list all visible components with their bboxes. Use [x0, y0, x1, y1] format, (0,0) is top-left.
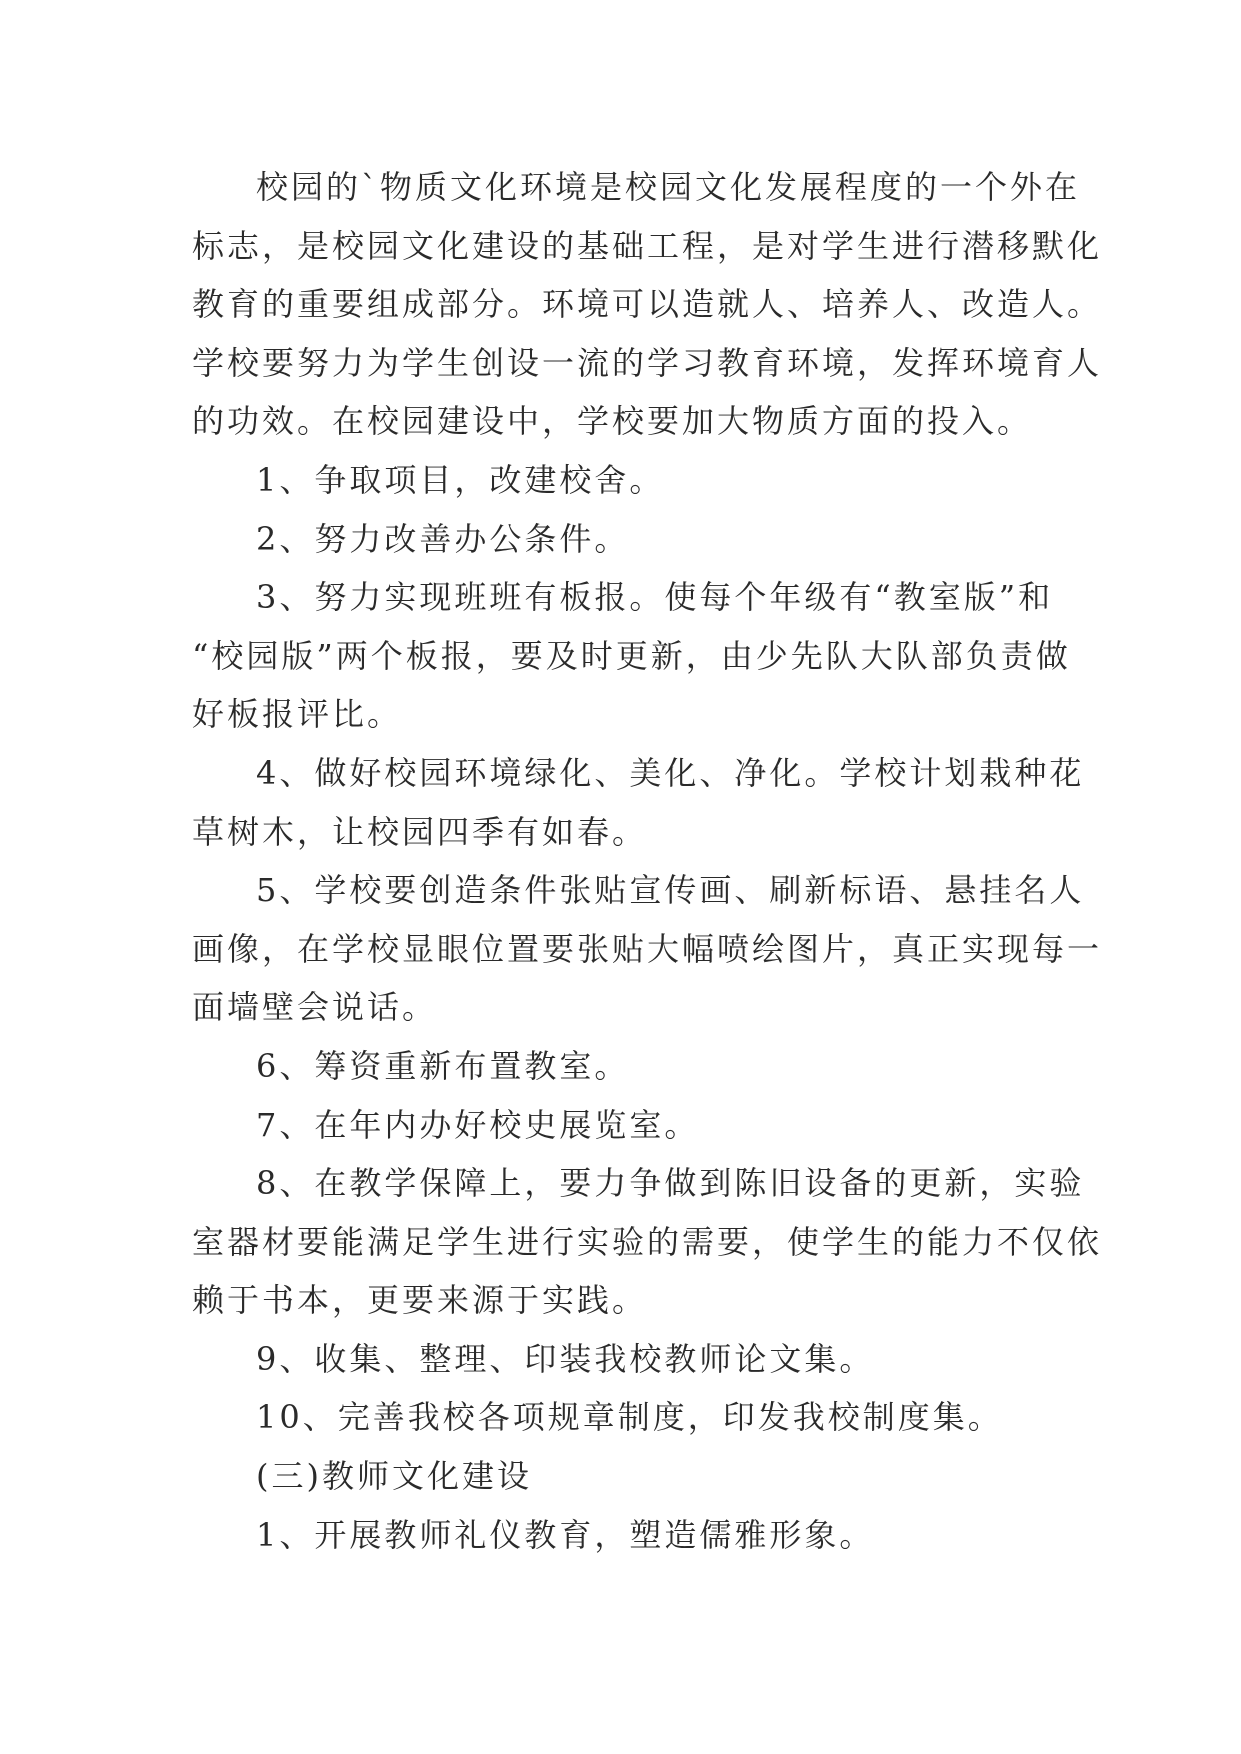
- text-line: 草树木，让校园四季有如春。: [192, 812, 648, 851]
- list-item-5: [192, 861, 1103, 1037]
- list-item-7: [192, 1096, 1050, 1155]
- text-line: 学校要努力为学生创设一流的学习教育环境，发挥环境育人: [192, 343, 1103, 382]
- text-line: “校园版”两个板报，要及时更新，由少先队大队部负责做: [192, 636, 1071, 675]
- section-heading: (三)教师文化建设: [256, 1457, 532, 1496]
- list-item-2: [192, 510, 1050, 569]
- text-line: 面墙壁会说话。: [192, 988, 438, 1027]
- list-item-8: [192, 1154, 1103, 1330]
- text-line: 画像，在学校显眼位置要张贴大幅喷绘图片，真正实现每一: [192, 929, 1103, 968]
- text-line: 8、在教学保障上，要力争做到陈旧设备的更新，实验: [256, 1164, 1085, 1203]
- text-line: 好板报评比。: [192, 695, 403, 734]
- text-line: 室器材要能满足学生进行实验的需要，使学生的能力不仅依: [192, 1222, 1103, 1261]
- text-line: 6、筹资重新布置教室。: [256, 1046, 630, 1085]
- text-line: 4、做好校园环境绿化、美化、净化。学校计划栽种花: [256, 753, 1085, 792]
- list-item-10: [192, 1388, 1050, 1447]
- text-line: 5、学校要创造条件张贴宣传画、刷新标语、悬挂名人: [256, 871, 1085, 910]
- text-line: 10、完善我校各项规章制度，印发我校制度集。: [256, 1398, 1003, 1437]
- text-line: 标志，是校园文化建设的基础工程，是对学生进行潜移默化: [192, 226, 1103, 265]
- text-line: 2、努力改善办公条件。: [256, 519, 630, 558]
- list-item-1: [192, 451, 1050, 510]
- section-heading-teacher-culture: [192, 1447, 1050, 1506]
- teacher-list-item-1: [192, 1506, 1050, 1565]
- text-line: 校园的`物质文化环境是校园文化发展程度的一个外在: [256, 168, 1081, 206]
- text-line: 教育的重要组成部分。环境可以造就人、培养人、改造人。: [192, 285, 1103, 324]
- document-body: [192, 158, 1103, 1564]
- list-item-4: [192, 744, 1085, 861]
- text-line: 赖于书本，更要来源于实践。: [192, 1281, 648, 1320]
- text-line: 7、在年内办好校史展览室。: [256, 1105, 700, 1144]
- list-item-3: [192, 568, 1071, 744]
- list-item-9: [192, 1330, 1050, 1389]
- text-line: 9、收集、整理、印装我校教师论文集。: [256, 1339, 875, 1378]
- text-line: 1、开展教师礼仪教育，塑造儒雅形象。: [256, 1515, 875, 1554]
- text-line: 的功效。在校园建设中，学校要加大物质方面的投入。: [192, 402, 1033, 441]
- text-line: 3、努力实现班班有板报。使每个年级有“教室版”和: [256, 578, 1054, 617]
- paragraph-material-culture: [192, 158, 1103, 451]
- list-item-6: [192, 1037, 1050, 1096]
- text-line: 1、争取项目，改建校舍。: [256, 460, 665, 499]
